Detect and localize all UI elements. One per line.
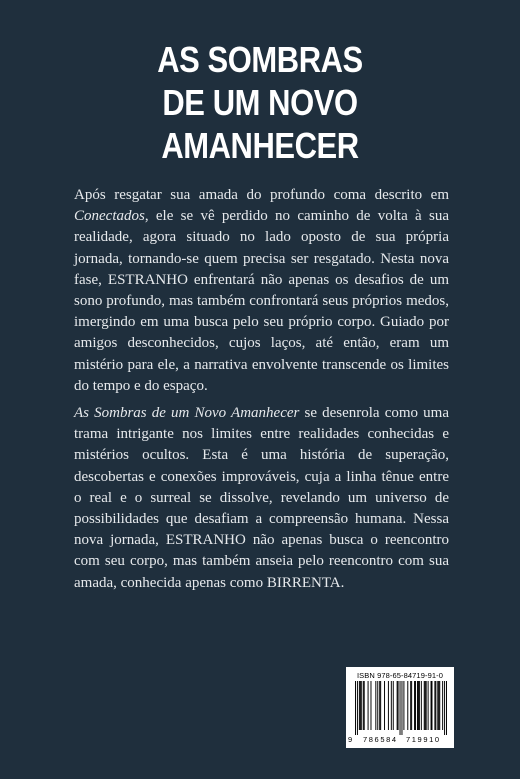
barcode-bar: [355, 681, 356, 735]
barcode-bar: [403, 681, 404, 730]
barcode-bar: [375, 681, 376, 730]
barcode-bar: [432, 681, 433, 730]
barcode-bar: [397, 681, 398, 730]
barcode-bar: [401, 681, 402, 735]
barcode-digits-right: 719910: [406, 735, 441, 744]
barcode-bar: [364, 681, 365, 730]
barcode-bar: [391, 681, 392, 730]
title-line-2: DE UM NOVO: [162, 82, 358, 123]
barcode-bar: [388, 681, 389, 730]
barcode-bar: [419, 681, 420, 730]
barcode-bar: [424, 681, 425, 730]
p2-book-title: As Sombras de um Novo Amanhecer: [74, 405, 300, 422]
synopsis-paragraph-1: [74, 185, 449, 397]
barcode-bar: [363, 681, 364, 730]
barcode-bar: [379, 681, 380, 730]
p2-body: se desenrola como uma trama intrigante nos limites entre realidades conhecidas e mistérios ocultos. Esta é uma história de superação, descobertas e conexões improváveis, cuja a linha tênue entre o real e o surreal se dissolve, revelando um universo de possibilidades que desafiam a compreensão humana. Nessa nova jornada, ESTRANHO não apenas busca o reencontro com seu corpo, mas também anseia pelo reencontro com sua amada, conhecida apenas como BIRRENTA.: [74, 405, 449, 591]
barcode-bar: [361, 681, 362, 730]
barcode-bar: [439, 681, 440, 730]
barcode-bar: [360, 681, 361, 730]
barcode-bar: [398, 681, 399, 730]
title-line-1: AS SOMBRAS: [157, 39, 363, 80]
barcode-bar: [410, 681, 411, 730]
barcode-bar: [428, 681, 429, 730]
isbn-label: ISBN 978-65-84719-91-0: [356, 671, 443, 680]
isbn-barcode: [346, 667, 454, 748]
barcode-bars: [355, 681, 447, 735]
barcode-bar: [415, 681, 416, 730]
barcode-bar: [431, 681, 432, 730]
barcode-bar: [421, 681, 422, 730]
synopsis: [74, 185, 449, 594]
barcode-bar: [400, 681, 401, 735]
barcode-bar: [414, 681, 415, 730]
barcode-bar: [417, 681, 418, 730]
barcode-bar: [425, 681, 426, 730]
barcode-bar: [380, 681, 381, 730]
barcode-bar: [384, 681, 385, 730]
barcode-bar: [444, 681, 445, 735]
barcode-bar: [368, 681, 369, 730]
barcode-bar: [393, 681, 394, 730]
barcode-bar: [435, 681, 436, 730]
p1-book-reference: Conectados: [74, 208, 145, 225]
barcode-bar: [407, 681, 408, 730]
title-line-3: AMANHECER: [161, 125, 359, 166]
barcode-bar: [357, 681, 358, 735]
p1-body: , ele se vê perdido no caminho de volta à sua realidade, agora situado no lado oposto de sua própria jornada, tornando-se quem precisa ser resgatado. Nesta nova fase, ESTRANHO enfrentará não apenas os desafios de um sono profundo, mas também confrontará seus próprios medos, imergindo em uma busca pelo seu próprio corpo. Guiado por amigos desconhecidos, cujos laços, até então, eram um mistério para ele, a narrativa envolvente transcende os limites do tempo e do espaço.: [74, 208, 449, 394]
book-title: [36, 38, 483, 167]
barcode-bar: [411, 681, 412, 730]
barcode-bar: [370, 681, 371, 730]
barcode-bar: [446, 681, 447, 735]
barcode-bar: [418, 681, 419, 730]
barcode-bar: [377, 681, 378, 730]
barcode-bar: [359, 681, 360, 730]
barcode-bar: [437, 681, 438, 730]
barcode-digit-lead: 9: [348, 735, 353, 744]
barcode-digits-left: 786584: [363, 735, 398, 744]
barcode-bar: [426, 681, 427, 730]
barcode-bar: [434, 681, 435, 730]
barcode-bar: [442, 681, 443, 730]
p1-lead: Após resgatar sua amada do profundo coma descrito em: [74, 187, 449, 203]
synopsis-paragraph-2: [74, 403, 449, 594]
barcode-bar: [438, 681, 439, 730]
